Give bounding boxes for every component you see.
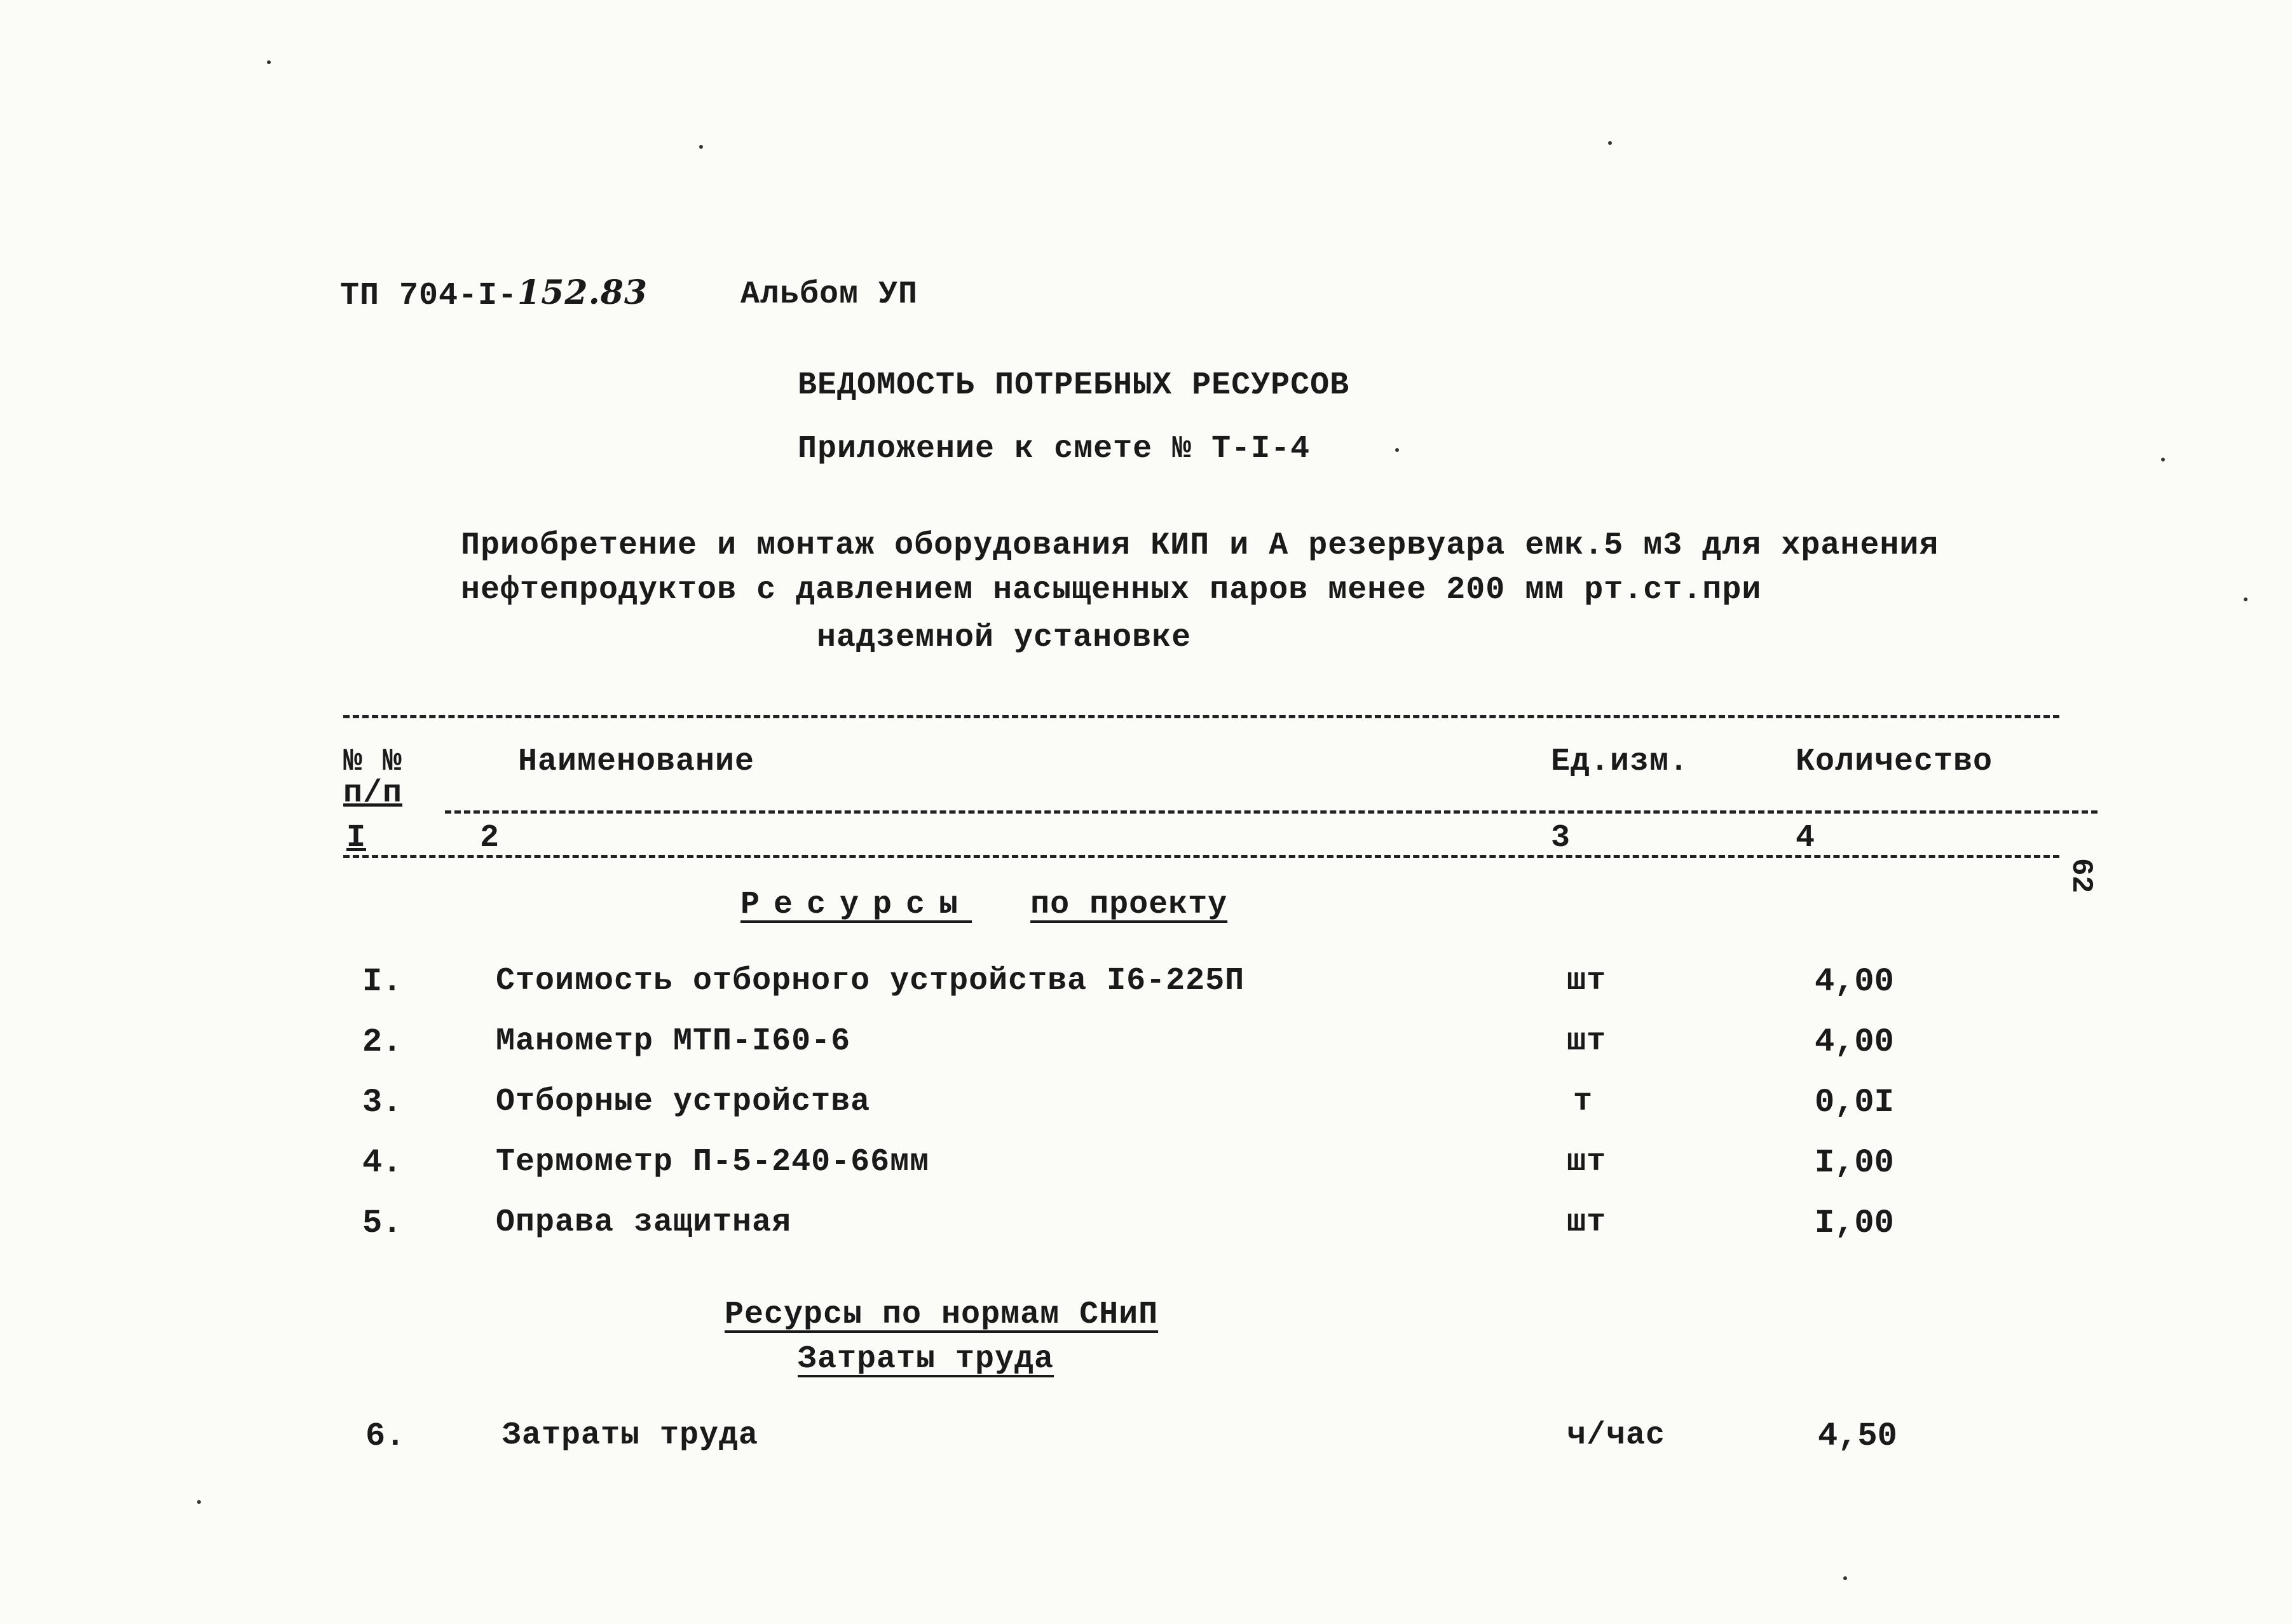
row-name: Отборные устройства [496,1084,871,1120]
row-name: Затраты труда [502,1417,759,1454]
col-index-1: I [346,820,367,856]
table-header-rule [445,810,2098,814]
description-line-1: Приобретение и монтаж оборудования КИП и А резервуара емк.5 м3 для хранения [461,528,1939,564]
row-qty: 4,50 [1818,1417,1897,1455]
section-project-title-rest: по проекту [1030,887,1228,923]
section-project-title-word: Ресурсы [740,887,972,923]
row-number: 3. [362,1084,402,1121]
col-index-3: 3 [1551,820,1571,856]
row-unit: ч/час [1567,1417,1666,1454]
scan-speck [267,60,271,64]
scan-speck [197,1500,201,1504]
scan-speck [699,145,703,149]
row-qty: 0,0I [1815,1084,1894,1121]
col-name-header: Наименование [518,744,755,780]
col-num-header-bottom: п/п [343,775,403,812]
page-subtitle: Приложение к смете № Т-I-4 [798,431,1311,467]
table-index-rule [343,855,2059,858]
row-qty: 4,00 [1815,963,1894,1000]
row-number: 2. [362,1023,402,1061]
row-name: Оправа защитная [496,1204,792,1241]
col-qty-header: Количество [1796,744,1993,780]
description-line-3: надземной установке [817,620,1192,656]
row-unit: т [1573,1084,1593,1120]
row-unit: шт [1567,1023,1607,1060]
description-line-2: нефтепродуктов с давлением насыщенных паров менее 200 мм рт.ст.при [461,572,1762,608]
section-norms-subtitle: Затраты труда [798,1341,1054,1377]
scan-speck [1608,141,1612,145]
row-number: 5. [362,1204,402,1242]
row-number: I. [362,963,402,1000]
row-qty: I,00 [1815,1144,1894,1182]
row-unit: шт [1567,1144,1607,1180]
row-name: Термометр П-5-240-66мм [496,1144,930,1180]
section-norms-title: Ресурсы по нормам СНиП [725,1297,1159,1333]
scan-speck [2244,597,2248,601]
doc-code-typed: ТП 704-I- [340,278,518,314]
row-unit: шт [1567,1204,1607,1241]
col-num-header-top: № № [343,744,403,780]
page-title: ВЕДОМОСТЬ ПОТРЕБНЫХ РЕСУРСОВ [798,367,1350,404]
scan-speck [1395,448,1399,452]
album-label: Альбом УП [740,276,918,313]
row-number: 6. [365,1417,406,1455]
col-index-2: 2 [480,820,500,856]
doc-code-handwritten: 152.83 [517,273,648,312]
col-unit-header: Ед.изм. [1551,744,1689,780]
doc-code [340,273,648,314]
row-name: Манометр МТП-I60-6 [496,1023,851,1060]
row-qty: 4,00 [1815,1023,1894,1061]
col-index-4: 4 [1796,820,1816,856]
row-number: 4. [362,1144,402,1182]
section-project-title [740,887,1227,923]
scan-speck [2161,458,2165,461]
row-qty: I,00 [1815,1204,1894,1242]
row-name: Стоимость отборного устройства I6-225П [496,963,1245,999]
page-number: 62 [2064,858,2098,894]
scan-speck [1843,1576,1847,1580]
row-unit: шт [1567,963,1607,999]
table-top-rule [343,715,2059,718]
